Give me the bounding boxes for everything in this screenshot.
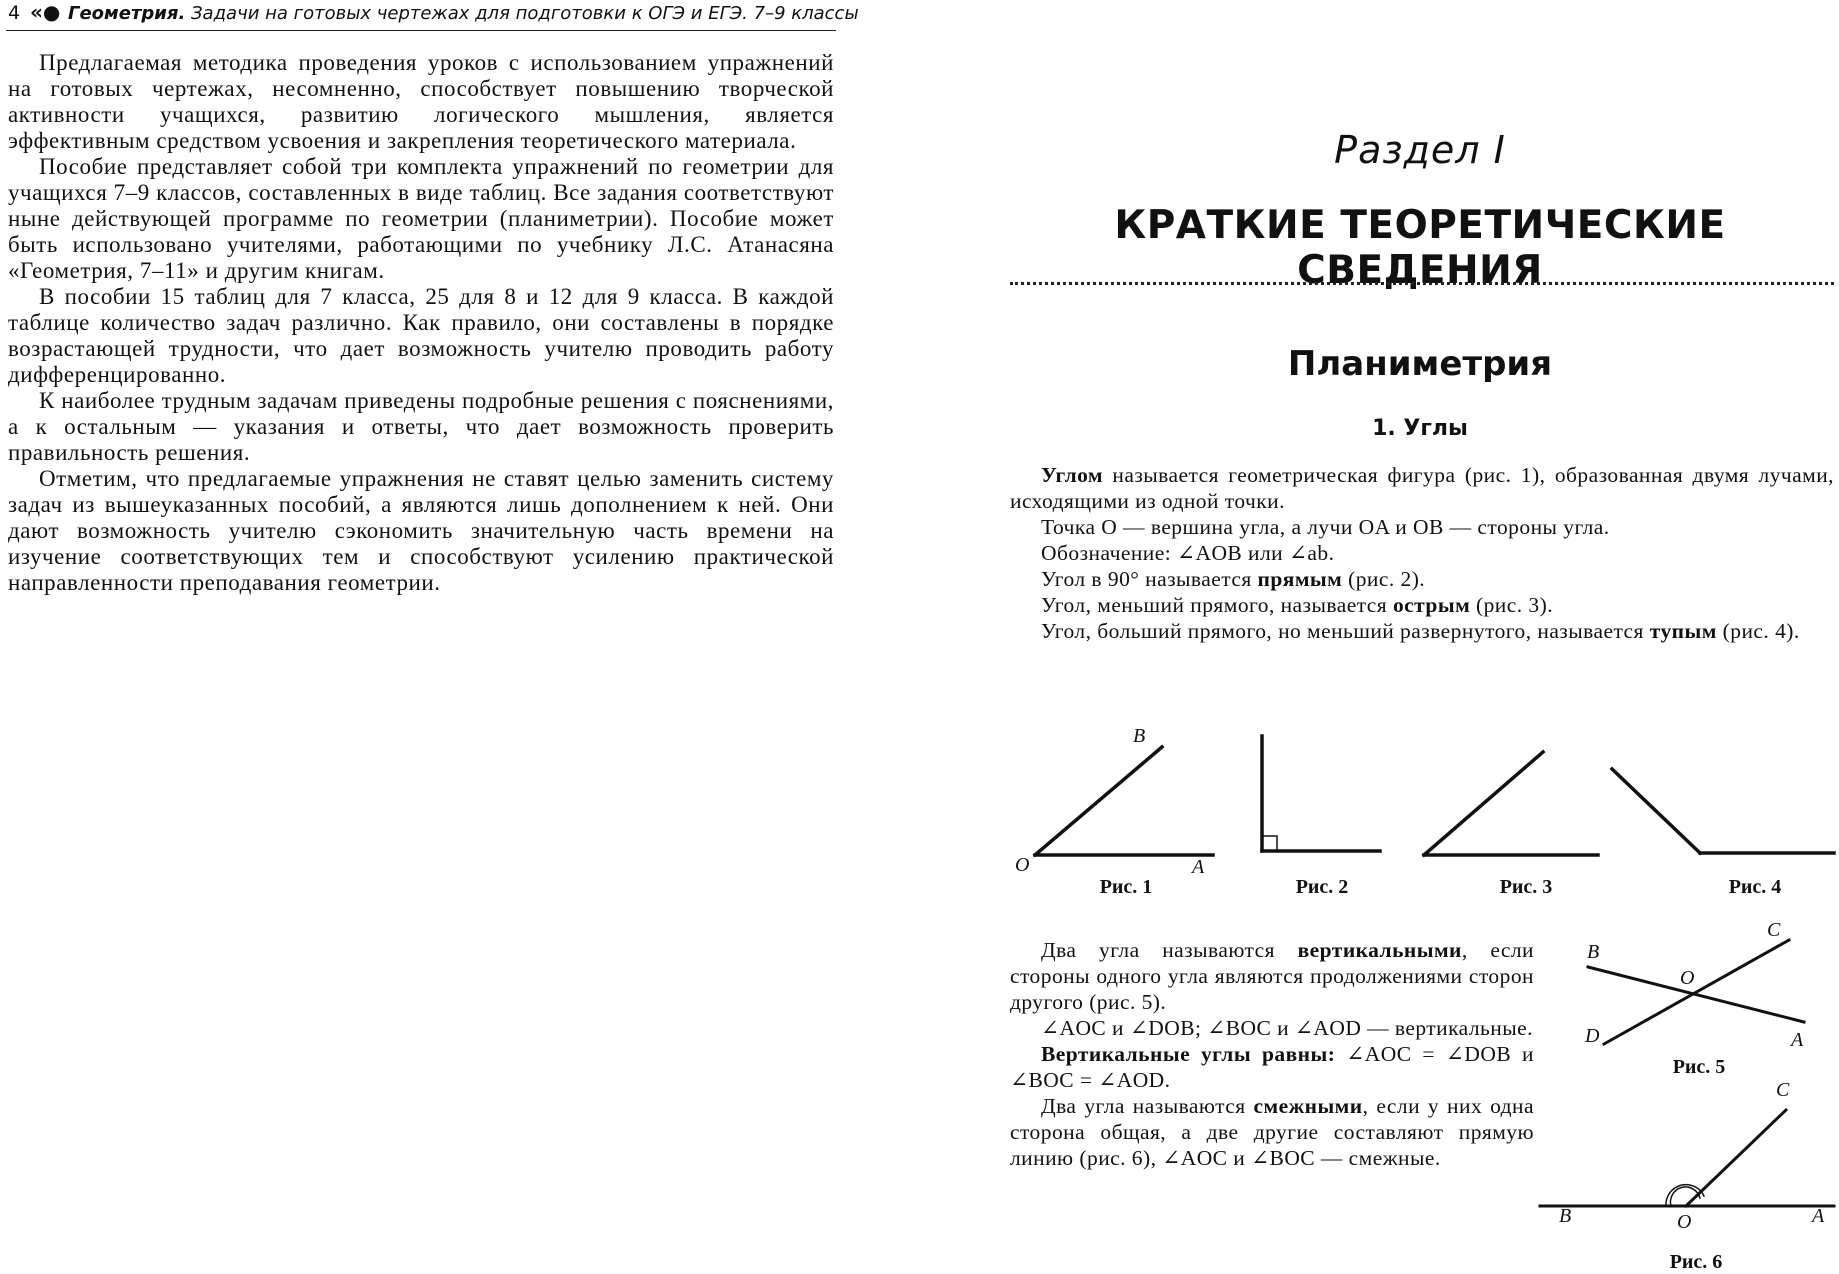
definition-vertex: Точка O — вершина угла, а лучи OA и OB — стороны угла.	[1041, 515, 1610, 539]
fig1-label-b: B	[1133, 725, 1146, 747]
term-obtuse: тупым	[1649, 619, 1717, 643]
fig4-caption: Рис. 4	[1728, 876, 1782, 898]
fig5-label-o: O	[1680, 967, 1695, 989]
figure-6-adjacent-angles	[1540, 1110, 1834, 1206]
left-paragraph-3: В пособии 15 таблиц для 7 класса, 25 для 8 и 12 для 9 класса. В каждой таблице количество задач различно. Как правило, они составлены в порядке возрастающей трудности, что дает возможность учителю проводить работу дифференцированно.	[8, 284, 834, 387]
fig2-caption: Рис. 2	[1295, 876, 1349, 898]
vertical-equal-text: ∠AOC = ∠DOB и ∠BOC = ∠AOD.	[1010, 1042, 1534, 1092]
fig5-label-d: D	[1585, 1025, 1600, 1047]
right-angle-ref: (рис. 2).	[1342, 567, 1426, 591]
right-angle-text: Угол в 90° называется	[1041, 567, 1258, 591]
fig5-label-b: B	[1587, 941, 1600, 963]
figure-3-acute-angle	[1424, 752, 1598, 855]
left-paragraph-4: К наиболее трудным задачам приведены подробные решения с пояснениями, а к остальным — указания и ответы, что дает возможность проверить правильность решения.	[8, 388, 834, 465]
term-adjacent: смежными	[1253, 1094, 1363, 1118]
fig1-ray-ob	[1035, 747, 1162, 855]
fig6-label-o: O	[1677, 1211, 1692, 1233]
section-title: КРАТКИЕ ТЕОРЕТИЧЕСКИЕ СВЕДЕНИЯ	[1114, 203, 1726, 293]
fig3-caption: Рис. 3	[1499, 876, 1553, 898]
obtuse-angle-ref: (рис. 4).	[1716, 619, 1800, 643]
figure-2-right-angle	[1262, 736, 1380, 851]
fig4-ray-left	[1612, 769, 1700, 853]
fig5-caption: Рис. 5	[1672, 1056, 1726, 1078]
fig2-right-angle-mark	[1262, 836, 1277, 851]
obtuse-angle-text: Угол, больший прямого, но меньший развернутого, называется	[1041, 619, 1650, 643]
fig5-label-a: A	[1791, 1029, 1804, 1051]
acute-angle-ref: (рис. 3).	[1470, 593, 1554, 617]
section-label: Раздел I	[1334, 128, 1506, 172]
fig3-ray-up	[1424, 752, 1543, 855]
fig6-label-b: B	[1559, 1205, 1572, 1227]
term-angle: Углом	[1041, 463, 1103, 487]
figure-4-obtuse-angle	[1612, 769, 1834, 853]
header-title-bold: Геометрия.	[68, 3, 186, 24]
definition-angle-text: называется геометрическая фигура (рис. 1), образованная двумя лучами, исходящими из одной точки.	[1010, 463, 1834, 513]
term-vertical-equal: Вертикальные углы равны:	[1041, 1042, 1336, 1066]
acute-angle-text: Угол, меньший прямого, называется	[1041, 593, 1393, 617]
left-paragraph-1: Предлагаемая методика проведения уроков с использованием упражнений на готовых чертежах, несомненно, способствует повышению творческой активности учащихся, развитию логического мышления, является эффективным средством усвоения и закрепления теоретического материала.	[8, 50, 834, 153]
fig1-label-a: A	[1192, 856, 1205, 878]
header-title-rest: Задачи на готовых чертежах для подготовки к ОГЭ и ЕГЭ. 7–9 классы	[185, 3, 859, 24]
fig5-line-ba	[1588, 967, 1804, 1022]
page-number: 4	[8, 2, 21, 24]
vertical-text-b: , если стороны одного угла являются продолжениями сторон другого (рис. 5).	[1010, 938, 1534, 1014]
left-paragraph-2: Пособие представляет собой три комплекта упражнений по геометрии для учащихся 7–9 классов, составленных в виде таблиц. Все задания соответствуют ныне действующей программе по геометрии (планиметрии). Пособие может быть использовано учителями, работающими по учебнику Л.С. Атанасяна «Геометрия, 7–11» и другим книгам.	[8, 154, 834, 283]
topic-heading: 1. Углы	[1372, 416, 1468, 441]
figure-5-vertical-angles	[1588, 940, 1804, 1044]
fig1-caption: Рис. 1	[1099, 876, 1153, 898]
adjacent-text-a: Два угла называются	[1041, 1094, 1254, 1118]
figure-1-acute-angle	[1035, 747, 1213, 855]
term-vertical: вертикальными	[1297, 938, 1462, 962]
adjacent-text-b: , если у них одна сторона общая, а две другие составляют прямую линию (рис. 6), ∠AOC и ∠BOC — смежные.	[1010, 1094, 1534, 1170]
left-paragraph-5: Отметим, что предлагаемые упражнения не ставят целью заменить систему задач из вышеуказанных пособий, а являются лишь дополнением к ней. Они дают возможность учителю сэкономить значительную часть времени на изучение соответствующих тем и способствуют усилению практической направленности преподавания геометрии.	[8, 466, 834, 595]
fig1-label-o: O	[1015, 854, 1030, 876]
fig6-caption: Рис. 6	[1669, 1251, 1723, 1273]
fig6-label-a: A	[1812, 1205, 1825, 1227]
fig5-line-dc	[1604, 940, 1789, 1044]
vertical-examples: ∠AOC и ∠DOB; ∠BOC и ∠AOD — вертикальные.	[1041, 1016, 1533, 1040]
term-acute: острым	[1392, 593, 1471, 617]
notation-line: Обозначение: ∠AOB или ∠ab.	[1041, 541, 1335, 565]
term-right: прямым	[1257, 567, 1343, 591]
fig5-label-c: C	[1767, 919, 1781, 941]
header-marks-icon: «●	[30, 0, 61, 24]
fig6-label-c: C	[1776, 1079, 1790, 1101]
subsection-title: Планиметрия	[1287, 344, 1553, 384]
vertical-text-a: Два угла называются	[1041, 938, 1298, 962]
